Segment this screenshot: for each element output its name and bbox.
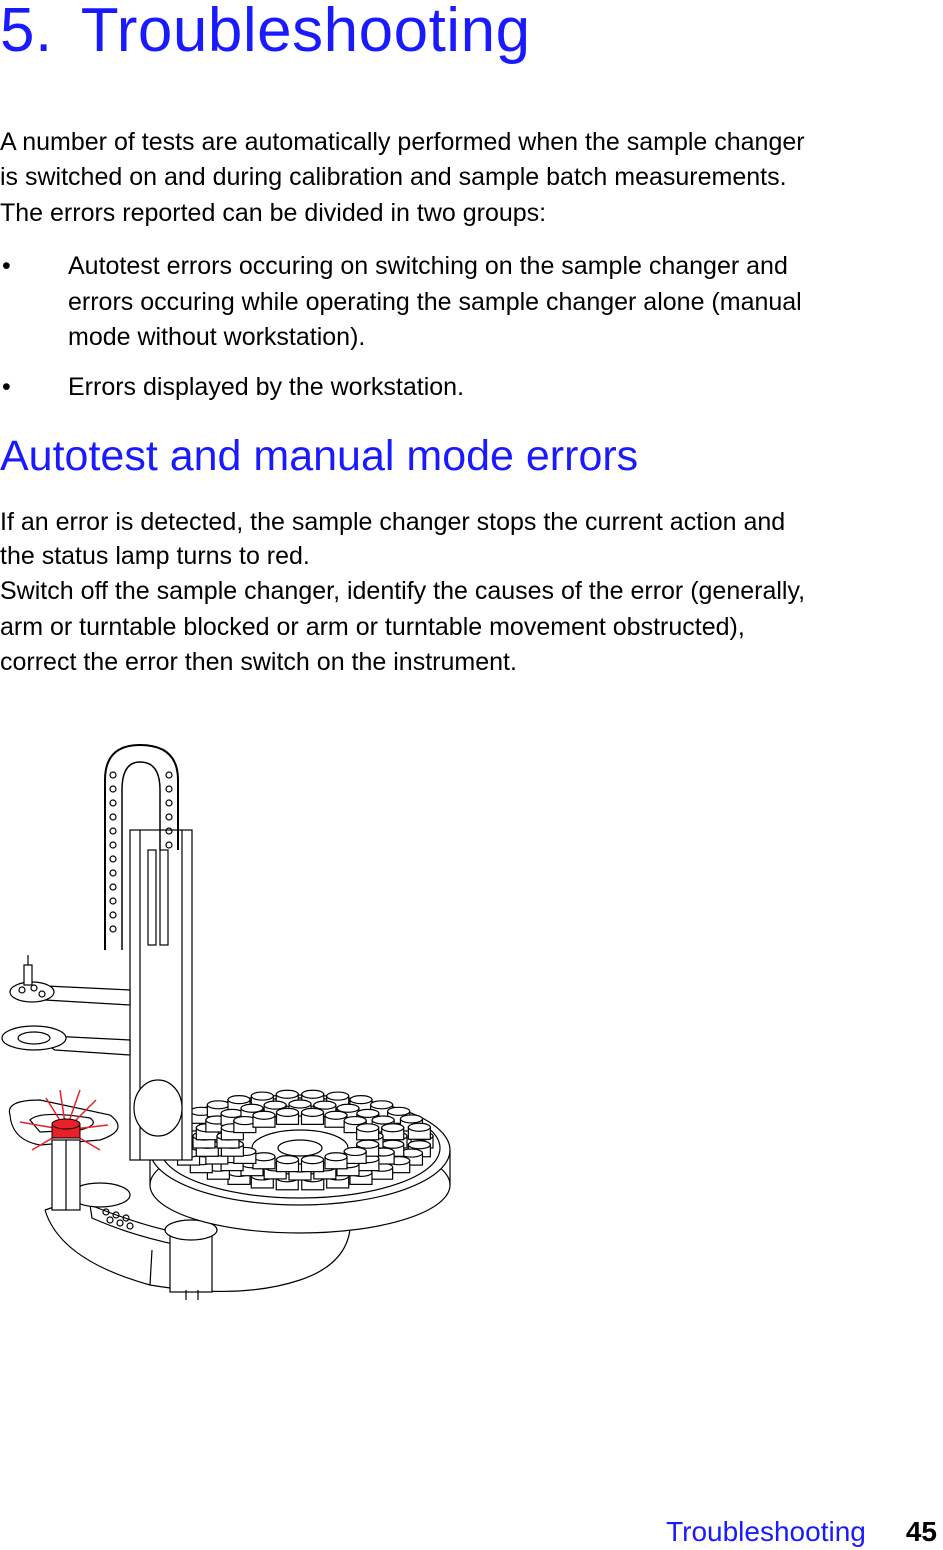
sample-tube bbox=[408, 1123, 430, 1139]
probe-arm bbox=[10, 955, 130, 1005]
page-footer bbox=[666, 1514, 937, 1550]
footer-section-name: Troubleshooting bbox=[666, 1516, 866, 1547]
body-line: arm or turntable blocked or arm or turntable movement obstructed), bbox=[0, 613, 745, 641]
sample-tube bbox=[302, 1108, 324, 1124]
sample-tube bbox=[357, 1124, 379, 1140]
rinse-arm bbox=[2, 1026, 130, 1055]
vertical-column bbox=[130, 830, 192, 1160]
chain-link bbox=[110, 856, 116, 862]
body-line: correct the error then switch on the instrument. bbox=[0, 648, 517, 676]
sample-tube bbox=[276, 1156, 298, 1172]
intro-line: is switched on and during calibration and sample batch measurements. bbox=[0, 163, 787, 191]
body-line: If an error is detected, the sample changer stops the current action and bbox=[0, 508, 786, 536]
chain-link bbox=[110, 786, 116, 792]
chain-link bbox=[110, 800, 116, 806]
brand-label bbox=[134, 1080, 182, 1136]
section-heading: Autotest and manual mode errors bbox=[0, 432, 639, 480]
chapter-title: Troubleshooting bbox=[80, 0, 531, 65]
bullet-line: Errors displayed by the workstation. bbox=[68, 373, 465, 401]
chain-link bbox=[166, 814, 172, 820]
chain-link bbox=[110, 828, 116, 834]
sample-tube bbox=[253, 1111, 275, 1127]
chain-link bbox=[110, 884, 116, 890]
bullet-symbol: • bbox=[2, 373, 11, 401]
chain-link bbox=[110, 926, 116, 932]
chain-link bbox=[110, 814, 116, 820]
sample-tube bbox=[382, 1124, 404, 1140]
page-title bbox=[0, 0, 531, 65]
chain-link bbox=[110, 870, 116, 876]
bullet-line: mode without workstation). bbox=[68, 323, 366, 351]
page-number: 45 bbox=[905, 1516, 937, 1547]
chain-link bbox=[110, 842, 116, 848]
bullet-line: errors occuring while operating the sample changer alone (manual bbox=[68, 287, 802, 316]
chain-link bbox=[110, 772, 116, 778]
body-line: Switch off the sample changer, identify the causes of the error (generally, bbox=[0, 577, 806, 605]
chain-link bbox=[166, 772, 172, 778]
chain-link bbox=[166, 800, 172, 806]
chapter-number: 5. bbox=[0, 0, 53, 65]
sample-tube bbox=[276, 1108, 298, 1124]
chain-link bbox=[110, 898, 116, 904]
chain-link bbox=[110, 912, 116, 918]
bullet-symbol: • bbox=[2, 252, 11, 280]
chain-link bbox=[166, 786, 172, 792]
body-line: the status lamp turns to red. bbox=[0, 542, 310, 570]
sample-changer-illustration bbox=[0, 730, 460, 1310]
sample-tube bbox=[302, 1156, 324, 1172]
intro-line: A number of tests are automatically performed when the sample changer bbox=[0, 128, 805, 156]
sample-tube bbox=[325, 1153, 347, 1169]
bullet-line: Autotest errors occuring on switching on the sample changer and bbox=[68, 252, 788, 280]
intro-line: The errors reported can be divided in two groups: bbox=[0, 199, 547, 227]
